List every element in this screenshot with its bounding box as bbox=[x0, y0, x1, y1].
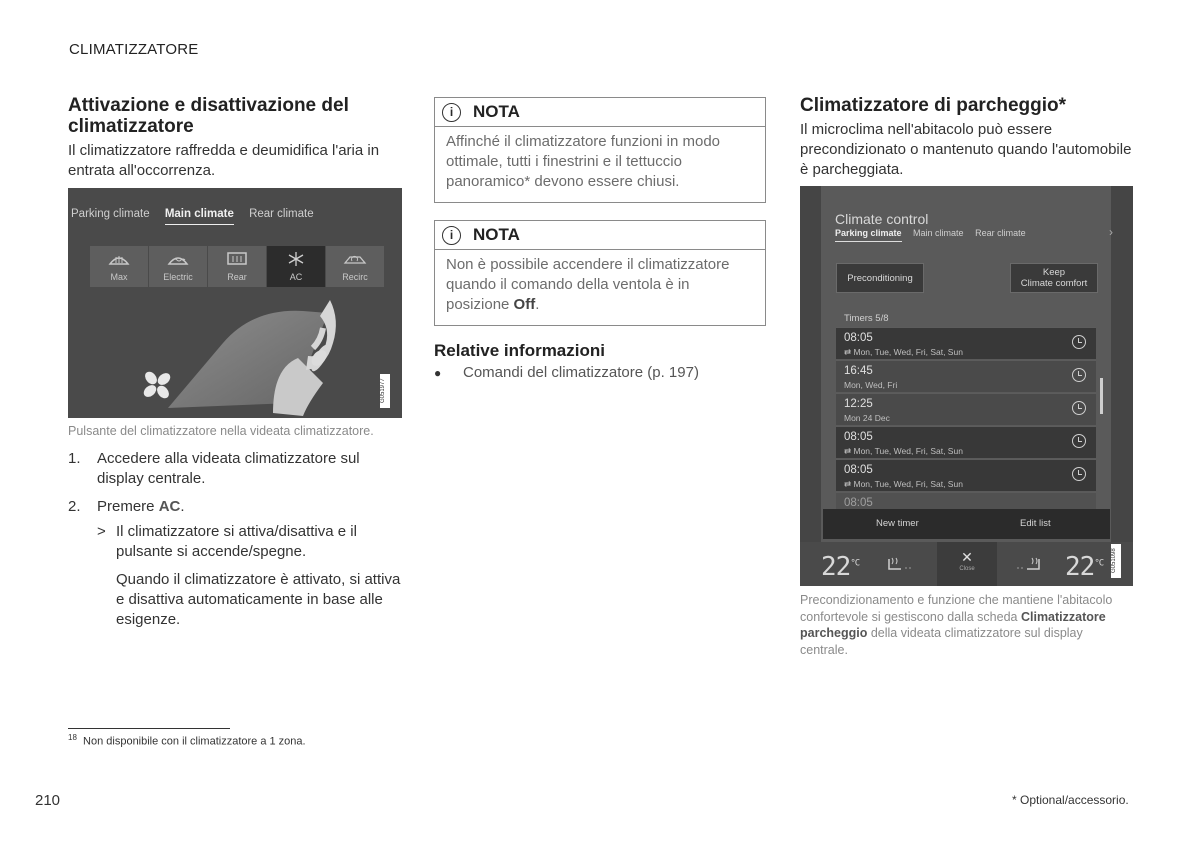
chevron-right-icon: › bbox=[1109, 225, 1113, 239]
info-icon: i bbox=[442, 226, 461, 245]
timer-time: 08:05 bbox=[844, 464, 873, 476]
timer-time: 08:05 bbox=[844, 497, 873, 509]
step-2-text bbox=[97, 497, 185, 517]
parking-screen-tabs bbox=[835, 228, 1035, 238]
recirc-label: Recirc bbox=[342, 272, 368, 282]
step-2-text-before: Premere bbox=[97, 497, 159, 515]
bullet: ● bbox=[434, 366, 442, 380]
timer-time: 16:45 bbox=[844, 365, 873, 377]
right-temp-unit: °C bbox=[1094, 558, 1104, 569]
auto-note: Quando il climatizzatore è attivato, si attiva e disattiva automaticamente in base alle esigenze. bbox=[116, 570, 401, 628]
footnote-text: Non disponibile con il climatizzatore a 1 zona. bbox=[83, 735, 306, 748]
nota-2-text-after: . bbox=[535, 296, 540, 313]
footnote-number: 18 bbox=[68, 733, 77, 742]
caption-after: della videata climatizzatore sul display centrale. bbox=[800, 626, 1083, 657]
climate-control-title: Climate control bbox=[835, 211, 929, 227]
seat-illustration bbox=[68, 188, 402, 418]
clock-icon bbox=[1072, 401, 1086, 415]
edit-list-button: Edit list bbox=[1020, 518, 1051, 529]
tab-parking-climate: Parking climate bbox=[835, 228, 902, 242]
tab-rear-climate: Rear climate bbox=[975, 228, 1026, 238]
new-timer-button: New timer bbox=[876, 518, 919, 529]
image-code-2: G051098 bbox=[1111, 544, 1121, 578]
nota-box-2 bbox=[434, 220, 766, 326]
seat-heat-right-icon bbox=[1013, 556, 1043, 574]
related-item bbox=[434, 363, 766, 383]
ac-heading: Attivazione e disattivazione del climatizzatore bbox=[68, 95, 349, 137]
nota-1-text: Affinché il climatizzatore funzioni in modo ottimale, tutti i finestrini e il tettuccio panoramico* devono essere chiusi. bbox=[446, 133, 721, 190]
rear-label: Rear bbox=[227, 272, 247, 282]
ac-intro: Il climatizzatore raffredda e deumidifica l'aria in entrata all'occorrenza. bbox=[68, 142, 380, 179]
close-label: Close bbox=[959, 566, 975, 572]
clock-icon bbox=[1072, 467, 1086, 481]
tab-parking-climate: Parking climate bbox=[71, 208, 150, 220]
tab-rear-climate: Rear climate bbox=[249, 208, 314, 220]
fan-icon bbox=[141, 369, 172, 400]
timer-time: 08:05 bbox=[844, 332, 873, 344]
preconditioning-button: Preconditioning bbox=[836, 263, 924, 293]
timer-time: 08:05 bbox=[844, 431, 873, 443]
step-1-number: 1. bbox=[68, 449, 81, 467]
section-header: CLIMATIZZATORE bbox=[69, 41, 199, 58]
timer-action-bar bbox=[823, 509, 1110, 539]
timer-row bbox=[836, 459, 1096, 491]
step-1 bbox=[68, 449, 403, 489]
clock-icon bbox=[1072, 335, 1086, 349]
footnote bbox=[68, 733, 306, 748]
ac-label: AC bbox=[289, 272, 303, 282]
nota-box-1 bbox=[434, 97, 766, 203]
timer-row bbox=[836, 426, 1096, 458]
nota-1-title: NOTA bbox=[473, 102, 520, 121]
nota-2-text bbox=[435, 250, 765, 325]
timer-time: 12:25 bbox=[844, 398, 873, 410]
step-2 bbox=[68, 497, 403, 517]
optional-note: * Optional/accessorio. bbox=[1012, 793, 1129, 807]
keep-comfort-button bbox=[1010, 263, 1098, 293]
close-icon: ✕ bbox=[961, 549, 973, 565]
footnote-divider bbox=[68, 728, 230, 729]
page-number: 210 bbox=[35, 792, 61, 809]
image-code-1: G051977 bbox=[380, 374, 390, 408]
tab-main-climate: Main climate bbox=[165, 208, 234, 225]
ac-emphasis: AC bbox=[158, 497, 181, 515]
result-marker: > bbox=[97, 522, 106, 540]
related-heading: Relative informazioni bbox=[434, 341, 605, 360]
left-temp-unit: °C bbox=[850, 558, 860, 569]
caption-before: Precondizionamento e funzione che mantiene l'abitacolo confortevole si gestiscono dalla scheda bbox=[800, 593, 1113, 624]
left-temp-value: 22 bbox=[821, 552, 851, 582]
timer-days: Mon 24 Dec bbox=[844, 413, 890, 423]
timers-count: Timers 5/8 bbox=[844, 313, 889, 324]
scrollbar bbox=[1100, 378, 1103, 414]
parking-screen-image bbox=[800, 186, 1133, 586]
column-parking-climate bbox=[800, 95, 1133, 658]
keep-label: Keep bbox=[1042, 267, 1066, 278]
climate-screen-image bbox=[68, 188, 402, 418]
screen1-caption: Pulsante del climatizzatore nella videata climatizzatore. bbox=[68, 424, 374, 438]
screen2-caption bbox=[800, 592, 1133, 658]
clock-icon bbox=[1072, 368, 1086, 382]
climate-bottom-bar bbox=[800, 542, 1133, 586]
parking-intro: Il microclima nell'abitacolo può essere precondizionato o mantenuto quando l'automobile è parcheggiata. bbox=[800, 121, 1132, 178]
parking-heading: Climatizzatore di parcheggio* bbox=[800, 95, 1067, 116]
timer-row bbox=[836, 393, 1096, 425]
step-2-result bbox=[97, 522, 403, 562]
right-temp-value: 22 bbox=[1065, 552, 1095, 582]
max-label: Max bbox=[110, 272, 128, 282]
nota-2-title: NOTA bbox=[473, 225, 520, 244]
caption-bold: Climatizzatore parcheggio bbox=[800, 609, 1106, 640]
related-link[interactable]: Comandi del climatizzatore (p. 197) bbox=[463, 364, 699, 381]
off-emphasis: Off bbox=[513, 296, 536, 313]
seat-heat-left-icon bbox=[885, 556, 915, 574]
timer-days: ⇄ Mon, Tue, Wed, Fri, Sat, Sun bbox=[844, 446, 963, 456]
clock-icon bbox=[1072, 434, 1086, 448]
timer-days: ⇄ Mon, Tue, Wed, Fri, Sat, Sun bbox=[844, 347, 963, 357]
timer-days: Mon, Wed, Fri bbox=[844, 380, 898, 390]
electric-label: Electric bbox=[163, 272, 193, 282]
left-temperature bbox=[821, 552, 859, 582]
climate-comfort-label: Climate comfort bbox=[1020, 278, 1088, 289]
timer-row bbox=[836, 360, 1096, 392]
column-ac-activation bbox=[68, 95, 403, 630]
info-icon: i bbox=[442, 103, 461, 122]
right-temperature bbox=[1065, 552, 1103, 582]
step-1-text: Accedere alla videata climatizzatore sul display centrale. bbox=[97, 449, 360, 487]
column-notes bbox=[434, 97, 766, 383]
nota-2-text-before: Non è possibile accendere il climatizzatore quando il comando della ventola è in posizione bbox=[446, 256, 730, 313]
step-2-text-after: . bbox=[180, 497, 185, 515]
timer-days: ⇄ Mon, Tue, Wed, Fri, Sat, Sun bbox=[844, 479, 963, 489]
close-button bbox=[937, 542, 997, 586]
tab-main-climate: Main climate bbox=[913, 228, 964, 238]
result-text: Il climatizzatore si attiva/disattiva e il pulsante si accende/spegne. bbox=[116, 522, 357, 560]
step-2-number: 2. bbox=[68, 497, 81, 515]
timer-row bbox=[836, 327, 1096, 359]
